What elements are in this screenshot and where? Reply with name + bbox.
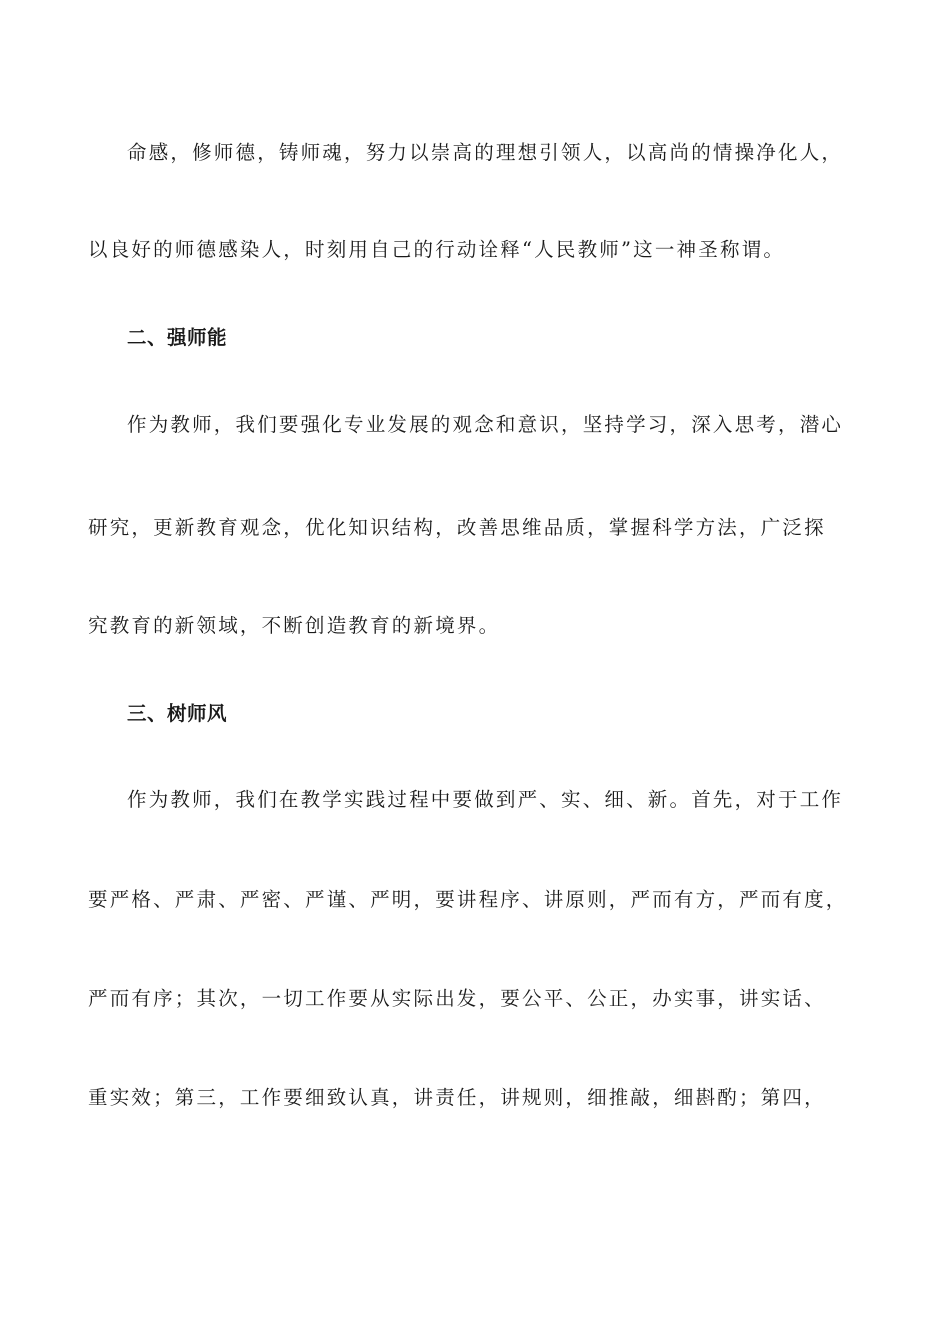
paragraph-line: 研究，更新教育观念，优化知识结构，改善思维品质，掌握科学方法，广泛探 [88,516,826,539]
paragraph-line: 究教育的新领域，不断创造教育的新境界。 [88,614,501,637]
paragraph-line: 要严格、严肃、严密、严谨、严明，要讲程序、讲原则，严而有方，严而有度， [88,888,848,911]
section-heading: 二、强师能 [127,326,228,349]
paragraph-line: 以良好的师德感染人，时刻用自己的行动诠释“人民教师”这一神圣称谓。 [88,238,786,261]
paragraph-line: 作为教师，我们在教学实践过程中要做到严、实、细、新。首先，对于工作 [127,788,844,811]
paragraph-line: 重实效；第三，工作要细致认真，讲责任，讲规则，细推敲，细斟酌；第四， [88,1086,826,1109]
paragraph-line: 作为教师，我们要强化专业发展的观念和意识，坚持学习，深入思考，潜心 [127,413,844,436]
section-heading: 三、树师风 [127,702,228,725]
paragraph-line: 严而有序；其次，一切工作要从实际出发，要公平、公正，办实事，讲实话、 [88,987,826,1010]
paragraph-line: 命感，修师德，铸师魂，努力以崇高的理想引领人，以高尚的情操净化人， [127,141,844,164]
